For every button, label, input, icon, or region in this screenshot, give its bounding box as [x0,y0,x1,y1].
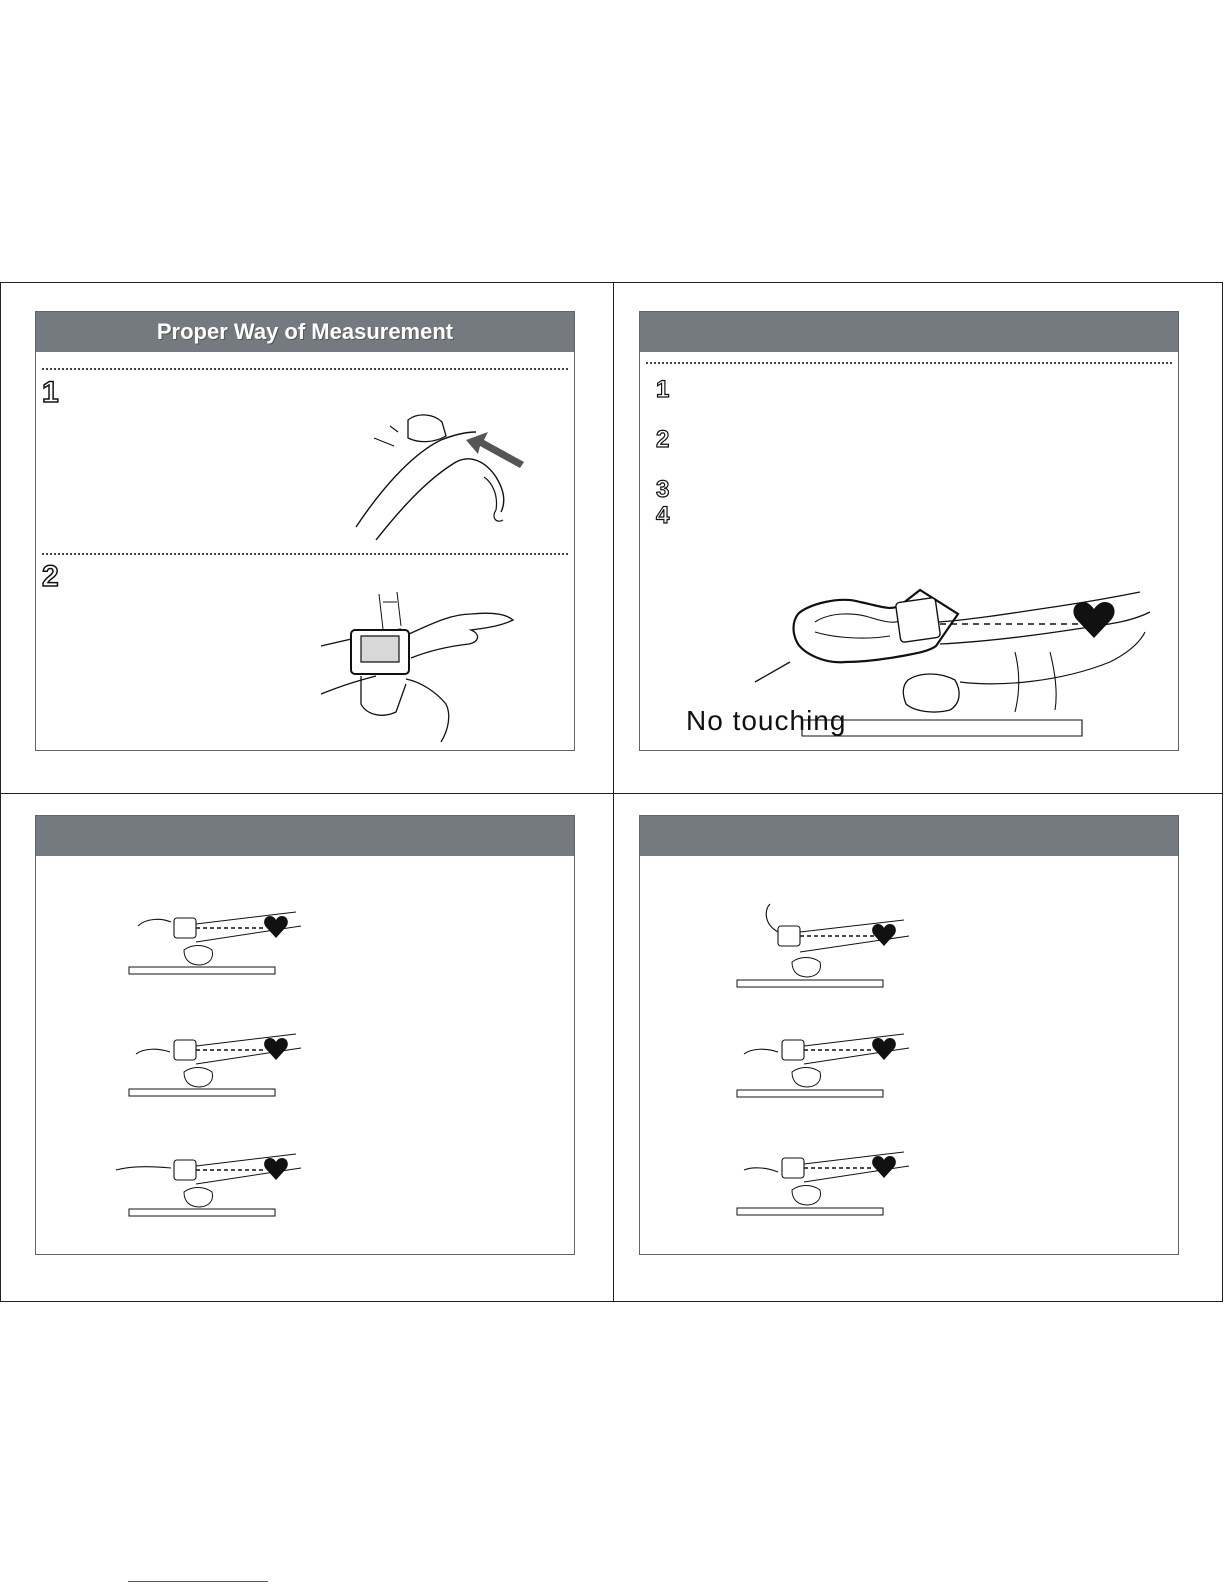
link-underline [128,1581,268,1582]
manual-sheet [0,282,1223,1302]
cuff-wrap-illustration [321,584,521,744]
panel-bottom-right [639,815,1179,1255]
arm-position-illustration [126,1030,306,1105]
arm-position-illustration [734,1028,914,1108]
panel-bottom-left [35,815,575,1255]
panel-top-right [639,311,1179,751]
step-number: 4 [656,502,670,529]
step-number: 3 [656,476,670,503]
dotted-separator [42,553,568,555]
dotted-separator [646,362,1172,364]
heart-icon [872,1156,896,1178]
arm-position-illustration [734,1146,914,1226]
panel-title [36,816,574,856]
arm-position-illustration [734,896,914,996]
wrist-sleeve-illustration [346,402,526,542]
no-touching-caption: No touching [686,705,847,736]
step-number: 1 [42,376,59,409]
heart-icon [264,1158,288,1180]
panel-top-left [35,311,575,751]
panel-title [640,312,1178,352]
heart-icon [872,1038,896,1060]
dotted-separator [42,368,568,370]
step-number: 1 [656,376,670,403]
heart-icon [264,916,288,938]
panel-title [640,816,1178,856]
panel-title: Proper Way of Measurement [36,312,574,352]
step-number: 2 [656,426,670,453]
arm-position-illustration [116,1152,306,1227]
step-number: 2 [42,560,59,593]
horizontal-divider [1,793,1222,794]
arm-position-illustration [126,908,306,983]
heart-icon [264,1038,288,1060]
heart-icon [1073,602,1114,638]
heart-icon [872,924,896,946]
vertical-divider [613,283,614,1301]
arrow-icon [466,432,524,468]
